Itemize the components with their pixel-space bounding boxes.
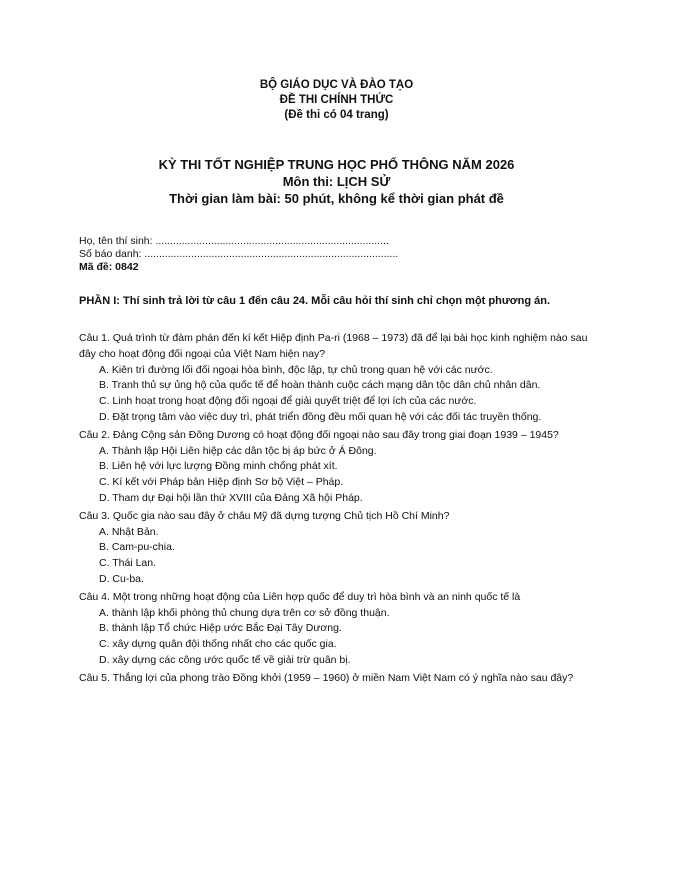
question-list <box>79 331 594 689</box>
question-5 <box>79 671 594 687</box>
section-title: PHẦN I: Thí sinh trả lời từ câu 1 đến câu 24. Mỗi câu hỏi thí sinh chỉ chọn một phương án. <box>79 295 550 307</box>
question-text: Câu 5. Thắng lợi của phong trào Đồng khởi (1959 – 1960) ở miền Nam Việt Nam có ý nghĩa nào sau đây? <box>79 671 574 684</box>
answer-option: A. Thành lập Hội Liên hiệp các dân tộc bị áp bức ở Á Đông. <box>99 444 377 457</box>
answer-option: D. Tham dự Đại hội lần thứ XVIII của Đảng Xã hội Pháp. <box>99 491 363 504</box>
answer-option: A. thành lập khối phòng thủ chung dựa trên cơ sở đồng thuận. <box>99 606 390 619</box>
official-exam-label: ĐỀ THI CHÍNH THỨC <box>279 94 394 106</box>
candidate-id-line: Số báo danh: ....................................................................................... <box>79 248 399 260</box>
question-text: Câu 2. Đảng Cộng sản Đông Dương có hoạt động đối ngoại nào sau đây trong giai đoạn 1939 – 1945? <box>79 428 559 441</box>
answer-option: C. Kí kết với Pháp bản Hiệp định Sơ bộ Việt – Pháp. <box>99 476 344 489</box>
exam-code: Mã đề: 0842 <box>79 261 139 273</box>
answer-option: D. Cu-ba. <box>99 572 144 585</box>
answer-option: C. Linh hoạt trong hoạt động đối ngoại để giải quyết triệt để lợi ích của các nước. <box>99 395 477 408</box>
question-text: Câu 4. Một trong những hoạt động của Liên hợp quốc để duy trì hòa bình và an ninh quốc tế là <box>79 590 521 603</box>
answer-option: D. xây dựng các công ước quốc tế về giải trừ quân bị. <box>99 653 351 666</box>
question-4 <box>79 590 594 669</box>
question-text: Câu 1. Quá trình từ đàm phán đến kí kết Hiệp định Pa-ri (1968 – 1973) đã để lại bài học kinh nghiệm nào sau đây cho hoạt động đối ngoại của Việt Nam hiện nay? <box>79 332 588 360</box>
question-1 <box>79 331 594 426</box>
question-3 <box>79 509 594 588</box>
candidate-info <box>79 235 398 274</box>
candidate-name-line: Họ, tên thí sinh: ................................................................................ <box>79 235 389 247</box>
answer-option: B. Liên hệ với lực lượng Đồng minh chống phát xít. <box>99 460 338 473</box>
answer-option: C. xây dựng quân đội thống nhất cho các quốc gia. <box>99 638 337 651</box>
ministry-name: BỘ GIÁO DỤC VÀ ĐÀO TẠO <box>259 79 414 91</box>
answer-option: D. Đặt trọng tâm vào việc duy trì, phát triển đồng đều mối quan hệ với các đối tác truyền thống. <box>99 410 542 423</box>
question-text: Câu 3. Quốc gia nào sau đây ở châu Mỹ đã dựng tượng Chủ tịch Hồ Chí Minh? <box>79 509 450 522</box>
exam-subject: Môn thi: LỊCH SỬ <box>282 174 391 189</box>
answer-option: B. thành lập Tổ chức Hiệp ước Bắc Đại Tây Dương. <box>99 622 342 635</box>
exam-time: Thời gian làm bài: 50 phút, không kể thời gian phát đề <box>169 191 504 206</box>
exam-title: KỲ THI TỐT NGHIỆP TRUNG HỌC PHỔ THÔNG NĂM 2026 <box>158 157 515 172</box>
answer-option: C. Thái Lan. <box>99 557 157 570</box>
page-count-note: (Đề thi có 04 trang) <box>284 109 389 121</box>
answer-option: B. Cam-pu-chia. <box>99 541 175 554</box>
answer-option: A. Kiên trì đường lối đối ngoại hòa bình, độc lập, tự chủ trong quan hệ với các nước. <box>99 363 493 376</box>
document-header <box>0 78 673 123</box>
answer-option: A. Nhật Bản. <box>99 525 159 538</box>
exam-title-block <box>0 156 673 207</box>
answer-option: B. Tranh thủ sự ủng hộ của quốc tế để hoàn thành cuộc cách mạng dân tộc dân chủ nhân dân. <box>99 379 541 392</box>
question-2 <box>79 428 594 507</box>
